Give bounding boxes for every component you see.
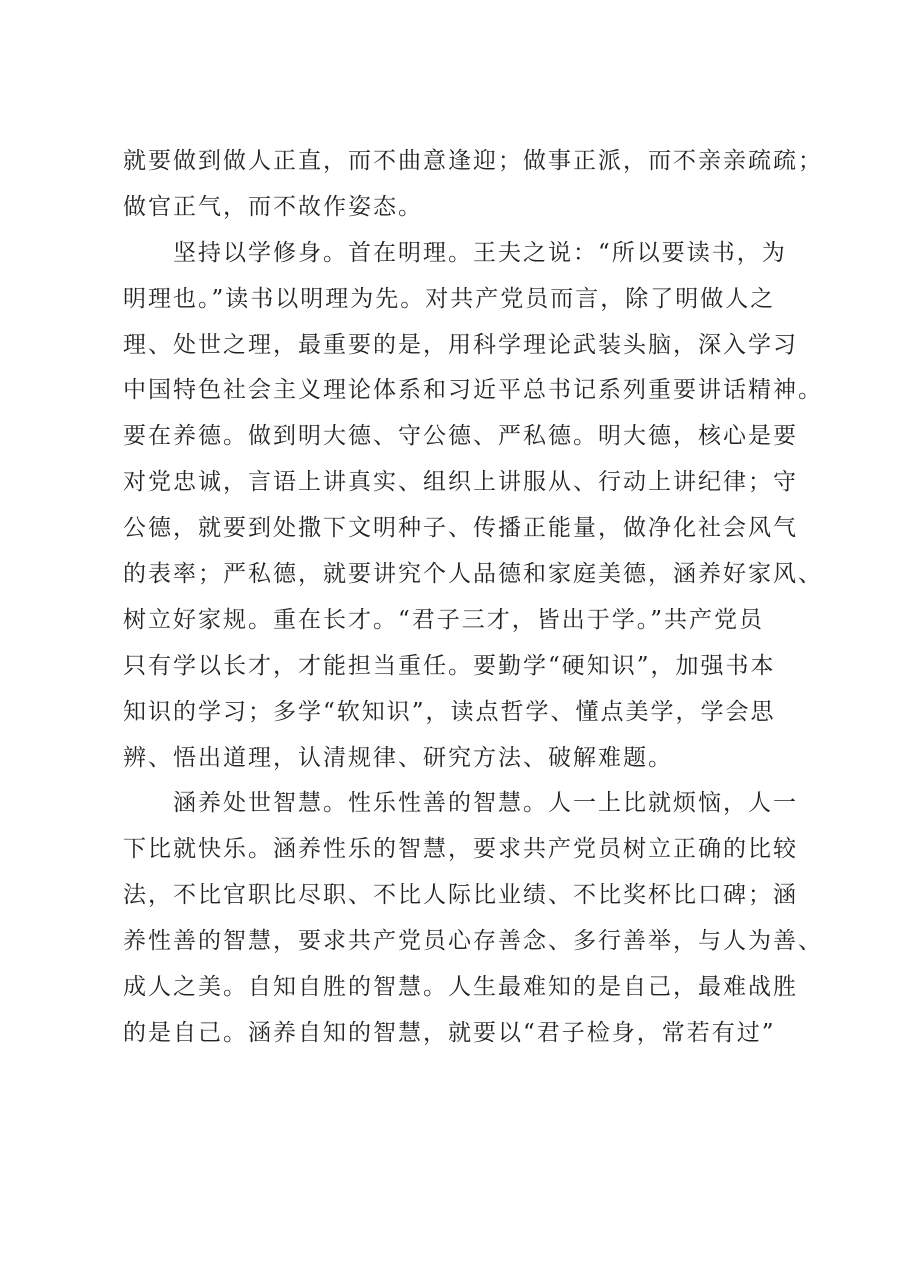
text-line: 下比就快乐。涵养性乐的智慧，要求共产党员树立正确的比较: [123, 836, 798, 863]
text-line: 中国特色社会主义理论体系和习近平总书记系列重要讲话精神。: [123, 377, 823, 404]
text-line: 法，不比官职比尽职、不比人际比业绩、不比奖杯比口碑；涵: [123, 882, 798, 909]
text-line: 理、处世之理，最重要的是，用科学理论武装头脑，深入学习: [123, 331, 798, 358]
paragraph-start-line: 坚持以学修身。首在明理。王夫之说：“所以要读书，为: [173, 239, 787, 266]
text-line: 知识的学习；多学“软知识”，读点哲学、懂点美学，学会思: [123, 698, 776, 725]
text-line: 辨、悟出道理，认清规律、研究方法、破解难题。: [123, 744, 673, 771]
text-line: 树立好家规。重在长才。“君子三才，皆出于学。”共产党员: [123, 606, 765, 633]
document-body: [123, 139, 823, 1057]
text-line: 只有学以长才，才能担当重任。要勤学“硬知识”，加强书本: [123, 652, 776, 679]
text-line: 明理也。”读书以明理为先。对共产党员而言，除了明做人之: [123, 285, 776, 312]
text-line: 的表率；严私德，就要讲究个人品德和家庭美德，涵养好家风、: [123, 561, 823, 588]
paragraph-start-line: 涵养处世智慧。性乐性善的智慧。人一上比就烦恼，人一: [173, 790, 798, 817]
text-line: 公德，就要到处撒下文明种子、传播正能量，做净化社会风气: [123, 515, 798, 542]
text-line: 就要做到做人正直，而不曲意逢迎；做事正派，而不亲亲疏疏；: [123, 148, 823, 174]
text-line: 成人之美。自知自胜的智慧。人生最难知的是自己，最难战胜: [123, 974, 798, 1001]
text-line: 对党忠诚，言语上讲真实、组织上讲服从、行动上讲纪律；守: [123, 469, 798, 496]
text-line: 要在养德。做到明大德、守公德、严私德。明大德，核心是要: [123, 423, 798, 450]
text-line: 的是自己。涵养自知的智慧，就要以“君子检身，常若有过”: [123, 1019, 776, 1046]
text-line: 做官正气，而不故作姿态。: [123, 193, 423, 220]
text-line: 养性善的智慧，要求共产党员心存善念、多行善举，与人为善、: [123, 928, 823, 955]
